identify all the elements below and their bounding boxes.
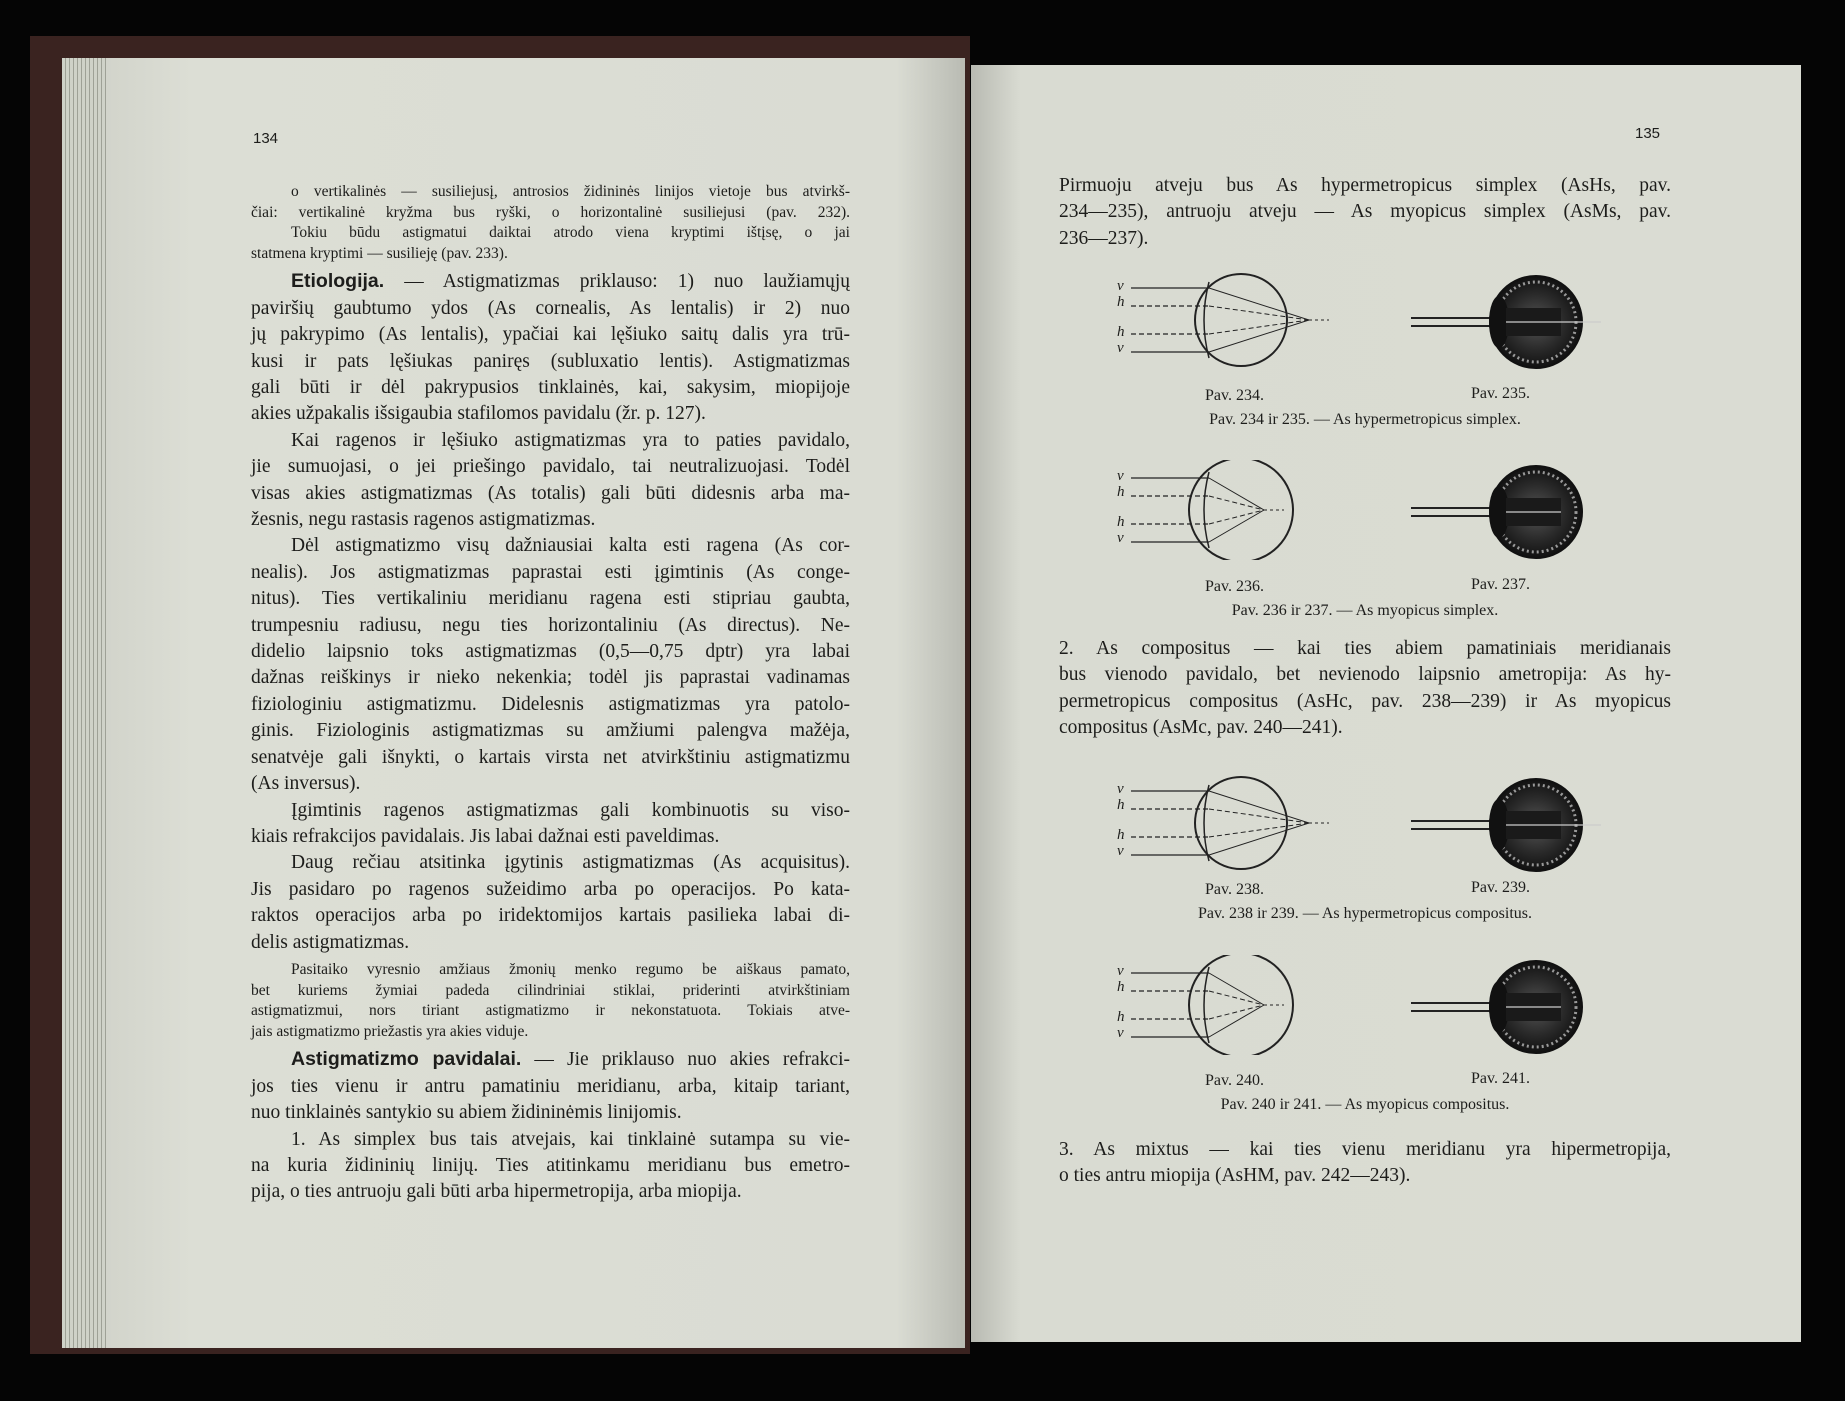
eye-illustration xyxy=(1411,775,1611,880)
eye-illustration xyxy=(1411,272,1611,377)
figure-number: Pav. 235. xyxy=(1471,385,1530,402)
text-line: nealis). Jos astigmatizmas paprastai esti įgimtinis (As conge- xyxy=(251,561,850,583)
ray-label: h xyxy=(1117,514,1125,530)
text-line: 2. As compositus — kai ties abiem pamatiniais meridianais xyxy=(1059,638,1671,659)
text-line: o ties antru miopija (AsHM, pav. 242—243). xyxy=(1059,1165,1411,1187)
text-line: kiais refrakcijos pavidalais. Jis labai dažnai esti paveldimas. xyxy=(251,825,720,847)
figure-number: Pav. 234. xyxy=(1205,387,1264,404)
text-line: senatvėje gali išnykti, o kartais virsta net atvirkštiniu astigmatizmu xyxy=(251,746,850,768)
text-line: 1. As simplex bus tais atvejais, kai tinklainė sutampa su vie- xyxy=(291,1128,850,1150)
paragraph xyxy=(251,798,850,851)
text-line: bet kuriems žymiai padeda cilindriniai stiklai, priderinti atvirkštiniam xyxy=(251,981,850,999)
text-line: čiai: vertikalinė kryžma bus ryški, o horizontalinė susiliejusi (pav. 232). xyxy=(251,203,850,221)
text-line: jų pakrypimo (As lentalis), ypačiai kai lęšiuko saitų dalis yra trū- xyxy=(251,324,850,346)
ray-label: v xyxy=(1117,340,1124,356)
text-line: Pirmuoju atveju bus As hypermetropicus simplex (AsHs, pav. xyxy=(1059,175,1671,196)
paragraph xyxy=(251,850,850,956)
footnote-paragraph xyxy=(251,960,850,1042)
text-line: Jis pasidaro po ragenos sužeidimo arba po operacijos. Po kata- xyxy=(251,878,850,900)
ray-diagram xyxy=(1109,270,1349,375)
eye-illustration xyxy=(1411,957,1611,1062)
ray-label: v xyxy=(1117,468,1124,484)
text-line: dažnas reiškinys ir nieko nekenkia; todėl jis paprastai vadinamas xyxy=(251,667,850,689)
figure-number: Pav. 239. xyxy=(1471,879,1530,896)
eye-illustration xyxy=(1411,462,1611,567)
text-line: nitus). Ties vertikaliniu meridianu ragena esti stipriau gaubta, xyxy=(251,588,850,610)
text-line: statmena kryptimi — susilieję (pav. 233). xyxy=(251,244,508,262)
paragraph xyxy=(1059,173,1671,252)
ray-diagram xyxy=(1109,460,1349,565)
ray-label: h xyxy=(1117,1009,1125,1025)
text-line: 3. As mixtus — kai ties vienu meridianu yra hipermetropija, xyxy=(1059,1139,1671,1160)
figure-number: Pav. 237. xyxy=(1471,576,1530,593)
text-line: delis astigmatizmas. xyxy=(251,931,410,953)
page-number: 135 xyxy=(1635,125,1661,142)
ray-diagram xyxy=(1109,773,1349,878)
text-line: akies užpakalis išsigaubia stafilomos pavidalu (žr. p. 127). xyxy=(251,403,706,425)
text-line: žesnis, negu rastasis ragenos astigmatizmas. xyxy=(251,509,596,531)
text-line: Tokiu būdu astigmatui daiktai atrodo viena kryptimi ištįsę, o jai xyxy=(291,224,850,242)
paragraph xyxy=(251,428,850,534)
left-text-column xyxy=(251,178,850,1206)
right-page xyxy=(971,65,1801,1342)
text-line: permetropicus compositus (AsHc, pav. 238—239) ir As myopicus xyxy=(1059,690,1671,712)
text-line: Kai ragenos ir lęšiuko astigmatizmas yra to paties pavidalo, xyxy=(291,429,850,451)
ray-label: h xyxy=(1117,484,1125,500)
ray-label: h xyxy=(1117,827,1125,843)
text-line: Daug rečiau atsitinka įgytinis astigmatizmas (As acquisitus). xyxy=(291,852,850,874)
text: — Jie priklauso nuo akies refrakci- xyxy=(521,1049,850,1071)
text-line: jais astigmatizmo priežastis yra akies viduje. xyxy=(251,1022,529,1040)
text-line xyxy=(251,268,850,295)
paragraph xyxy=(251,533,850,797)
text-line: paviršių gaubtumo ydos (As cornealis, As lentalis) ir 2) nuo xyxy=(251,297,850,319)
text-line: pija, o ties antruoju gali būti arba hipermetropija, arba miopija. xyxy=(251,1181,742,1203)
text-line: Pasitaiko vyresnio amžiaus žmonių menko regumo be aiškaus pamato, xyxy=(291,960,850,978)
paragraph xyxy=(251,1046,850,1126)
figure-caption: Pav. 240 ir 241. — As myopicus compositus. xyxy=(1220,1096,1510,1113)
text-line: 234—235), antruoju atveju — As myopicus simplex (AsMs, pav. xyxy=(1059,201,1671,223)
text-line: bus vienodo pavidalo, bet nevienodo laipsnio ametropija: As hy- xyxy=(1059,664,1671,686)
ray-label: h xyxy=(1117,979,1125,995)
text-line: na kuria židininių linijų. Ties atitinkamu meridianu bus emetro- xyxy=(251,1154,850,1176)
text-line: gali būti ir dėl pakrypusios tinklainės, kai, sakysim, miopijoje xyxy=(251,377,850,398)
paragraph xyxy=(1059,1137,1671,1190)
ray-label: h xyxy=(1117,294,1125,310)
text-line: (As inversus). xyxy=(251,773,361,795)
left-page xyxy=(106,58,965,1348)
text-line: astigmatizmui, nors tiriant astigmatizmo ir nekonstatuota. Tokiais atve- xyxy=(251,1002,850,1020)
ray-label: h xyxy=(1117,324,1125,340)
text-line: didelio laipsnio toks astigmatizmas (0,5—0,75 dptr) yra labai xyxy=(251,641,850,663)
text-line: ginis. Fiziologinis astigmatizmas su amžiumi palengva mažėja, xyxy=(251,720,850,742)
ray-label: v xyxy=(1117,530,1124,546)
text-line: jie sumuojasi, o jei priešingo pavidalo, tai neutralizuojasi. Todėl xyxy=(251,456,850,478)
footnote-paragraph xyxy=(251,182,850,264)
ray-label: v xyxy=(1117,781,1124,797)
figure-caption: Pav. 238 ir 239. — As hypermetropicus compositus. xyxy=(1197,905,1533,922)
figure-number: Pav. 238. xyxy=(1205,881,1264,898)
text-line: compositus (AsMc, pav. 240—241). xyxy=(1059,717,1343,739)
text-line: 236—237). xyxy=(1059,227,1149,249)
ray-label: v xyxy=(1117,963,1124,979)
text-line: fiziologiniu astigmatizmu. Didelesnis astigmatizmas yra patolo- xyxy=(251,693,850,715)
text-line: Įgimtinis ragenos astigmatizmas gali kombinuotis su viso- xyxy=(291,799,850,821)
paragraph xyxy=(251,1127,850,1206)
figure-number: Pav. 240. xyxy=(1205,1072,1264,1089)
paragraph xyxy=(251,268,850,427)
figure-caption: Pav. 234 ir 235. — As hypermetropicus simplex. xyxy=(1209,411,1521,428)
text-line: trumpesniu radiusu, negu ties horizontaliniu (As directus). Ne- xyxy=(251,614,850,636)
ray-label: v xyxy=(1117,843,1124,859)
text-line: nuo tinklainės santykio su abiem židininėmis linijomis. xyxy=(251,1102,682,1124)
section-heading: Astigmatizmo pavidalai. xyxy=(291,1048,522,1071)
paragraph xyxy=(1059,636,1671,742)
figure-caption: Pav. 236 ir 237. — As myopicus simplex. xyxy=(1231,602,1499,619)
text-line: visas akies astigmatizmas (As totalis) gali būti didesnis arba ma- xyxy=(251,482,850,504)
section-heading: Etiologija. xyxy=(291,270,385,293)
text-line: Dėl astigmatizmo visų dažniausiai kalta esti ragena (As cor- xyxy=(291,535,850,557)
ray-label: v xyxy=(1117,1025,1124,1041)
text-line: raktos operacijos arba po iridektomijos kartais pasilieka labai di- xyxy=(251,905,850,927)
text-line xyxy=(251,1046,850,1073)
page-number: 134 xyxy=(253,130,279,147)
figure-number: Pav. 241. xyxy=(1471,1070,1530,1087)
text-line: jos ties vienu ir antru pamatiniu meridianu, arba, kitaip tariant, xyxy=(251,1075,850,1097)
text-line: kusi ir pats lęšiukas paniręs (subluxatio lentis). Astigmatizmas xyxy=(251,350,850,372)
ray-diagram xyxy=(1109,955,1349,1060)
ray-label: v xyxy=(1117,278,1124,294)
ray-label: h xyxy=(1117,797,1125,813)
text-line: o vertikalinės — susiliejusį, antrosios židininės linijos vietoje bus atvirkš- xyxy=(291,183,850,200)
text: — Astigmatizmas priklauso: 1) nuo laužiamųjų xyxy=(384,271,850,293)
figure-number: Pav. 236. xyxy=(1205,578,1264,595)
